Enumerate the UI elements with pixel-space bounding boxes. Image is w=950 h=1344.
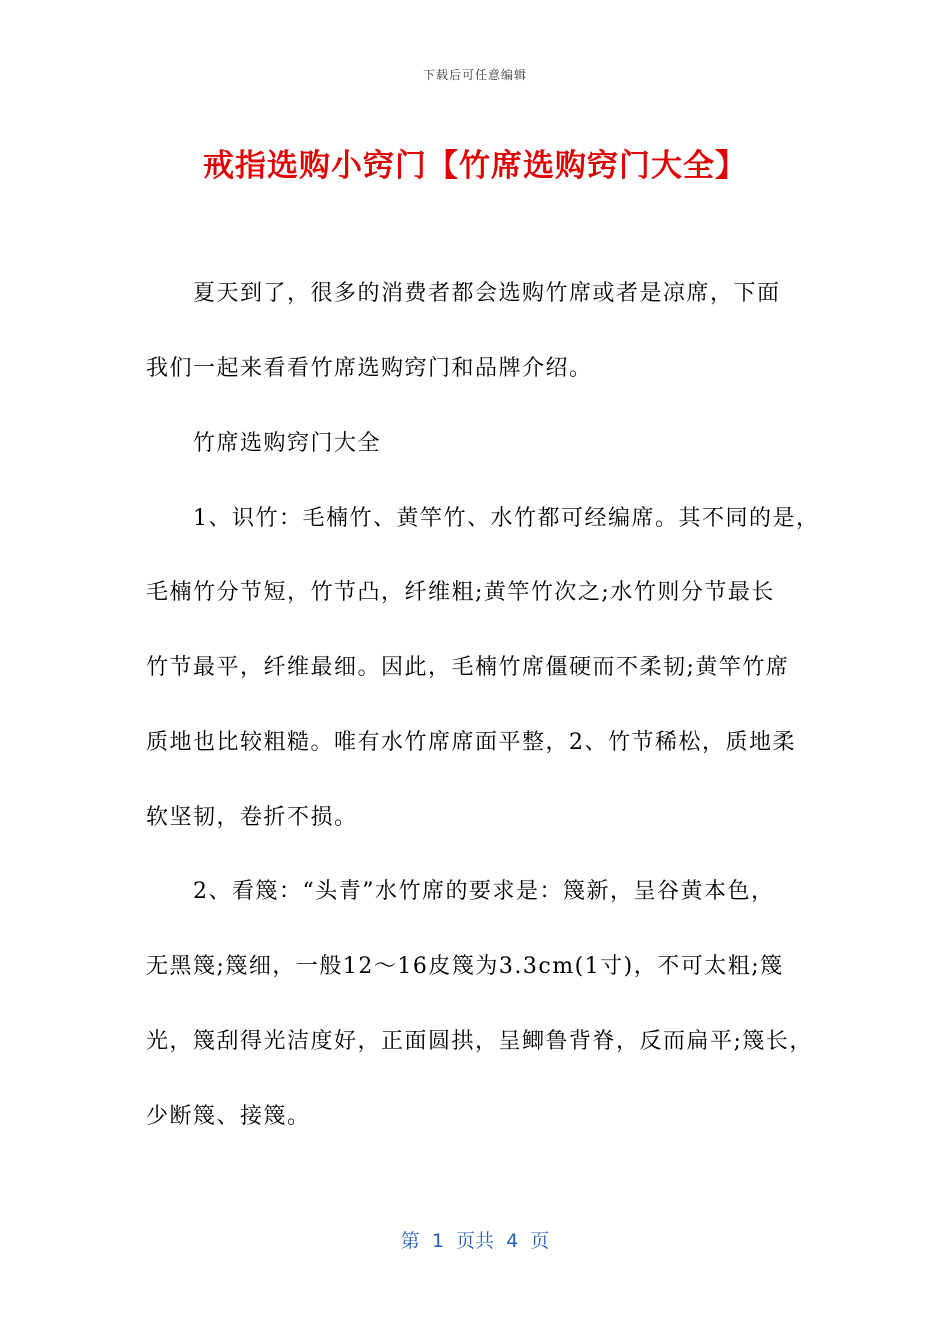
paragraph-line: 竹节最平，纤维最细。因此，毛楠竹席僵硬而不柔韧;黄竿竹席	[146, 655, 790, 680]
paragraph-line: 无黑篾;篾细，一般12～16皮篾为3.3cm(1寸)，不可太粗;篾	[146, 954, 784, 979]
paragraph-line: 我们一起来看看竹席选购窍门和品牌介绍。	[146, 356, 593, 381]
paragraph-line: 毛楠竹分节短，竹节凸，纤维粗;黄竿竹次之;水竹则分节最长	[146, 580, 775, 605]
paragraph-line: 光，篾刮得光洁度好，正面圆拱，呈鲫鲁背脊，反而扁平;篾长，	[146, 1029, 813, 1054]
paragraph-line: 2、看篾：“头青”水竹席的要求是：篾新，呈谷黄本色，	[193, 879, 775, 904]
document-title: 戒指选购小窍门【竹席选购窍门大全】	[203, 148, 747, 184]
paragraph-line: 1、识竹：毛楠竹、黄竿竹、水竹都可经编席。其不同的是，	[193, 506, 820, 531]
paragraph-line: 软坚韧，卷折不损。	[146, 805, 358, 830]
paragraph-line: 少断篾、接篾。	[146, 1104, 311, 1129]
page-number-footer: 第 1 页共 4 页	[400, 1230, 550, 1252]
paragraph-line: 质地也比较粗糙。唯有水竹席席面平整，2、竹节稀松，质地柔	[146, 730, 796, 755]
header-note: 下载后可任意编辑	[422, 68, 527, 82]
paragraph-line: 夏天到了，很多的消费者都会选购竹席或者是凉席，下面	[193, 281, 781, 306]
section-heading: 竹席选购窍门大全	[193, 431, 382, 456]
